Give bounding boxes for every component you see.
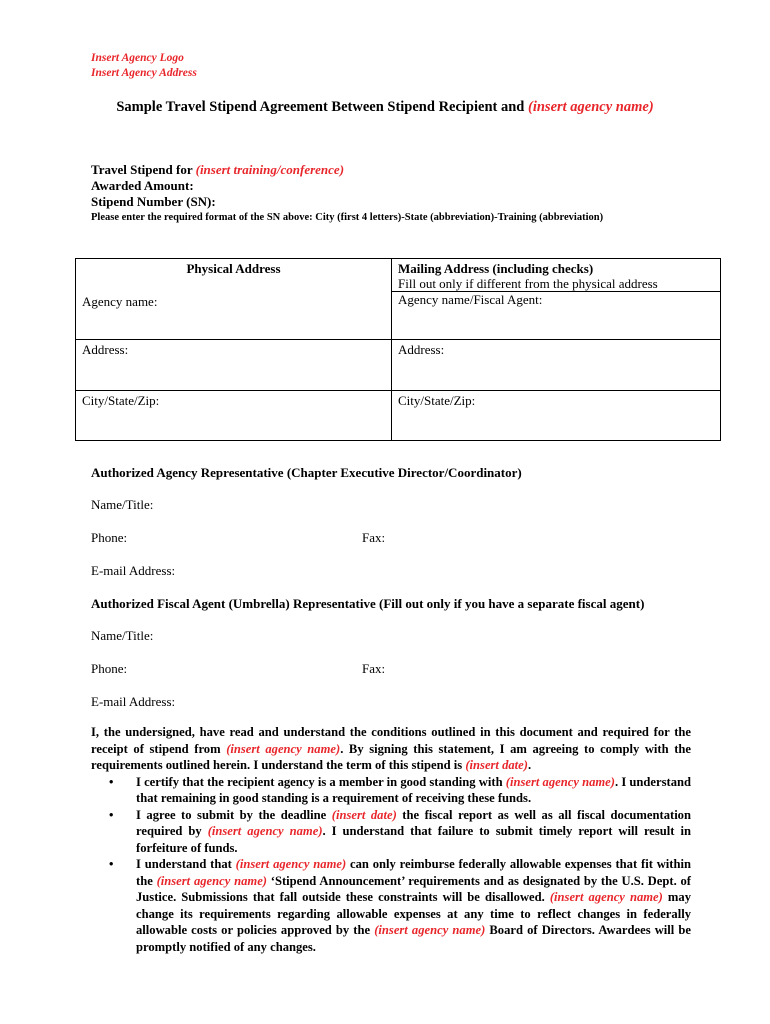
mailing-address-field[interactable]: Address: <box>392 339 721 390</box>
bullet-icon: • <box>109 774 114 789</box>
condition-2-text-b: the fiscal report as well as all fiscal documentation required by <box>136 807 691 838</box>
agency-rep-fax[interactable]: Fax: <box>362 530 386 545</box>
title-text: Sample Travel Stipend Agreement Between Stipend Recipient and <box>116 99 528 115</box>
agency-name-placeholder: (insert agency name) <box>156 873 267 888</box>
agreement-section <box>91 724 691 955</box>
travel-stipend-line <box>91 162 603 178</box>
agreement-text-2: . By signing this statement, I am agreeing to comply with the requirements outlined herein. I understand the term of this stipend is <box>91 741 691 772</box>
document-title <box>0 99 770 116</box>
condition-2-text-a: I agree to submit by the deadline <box>136 807 332 822</box>
agency-logo-placeholder: Insert Agency Logo <box>91 52 184 64</box>
physical-address-header: Physical Address <box>76 259 392 292</box>
mailing-city-state-zip-field[interactable]: City/State/Zip: <box>392 390 721 440</box>
agency-rep-heading: Authorized Agency Representative (Chapter Executive Director/Coordinator) <box>91 465 522 480</box>
condition-3-text-b: can only reimburse federally allowable expenses that fit within the <box>136 857 692 888</box>
mailing-address-subtitle: Fill out only if different from the physical address <box>398 276 658 291</box>
fiscal-rep-name-title[interactable]: Name/Title: <box>91 628 154 643</box>
agency-name-placeholder: (insert agency name) <box>505 774 615 789</box>
agency-rep-name-title[interactable]: Name/Title: <box>91 497 154 512</box>
physical-city-state-zip-field[interactable]: City/State/Zip: <box>76 390 392 440</box>
sn-format-note: Please enter the required format of the SN above: City (first 4 letters)-State (abbreviation)-Training (abbreviation) <box>91 212 604 223</box>
condition-3-text-e: Board of Directors. Awardees will be promptly notified of any changes. <box>136 923 691 954</box>
agency-name-placeholder: (insert agency name) <box>549 890 663 904</box>
address-row <box>76 339 721 390</box>
title-placeholder: (insert agency name) <box>528 99 654 115</box>
agency-name-field[interactable]: Agency name: <box>76 292 392 340</box>
physical-address-field[interactable]: Address: <box>76 339 392 390</box>
agency-name-placeholder: (insert agency name) <box>226 741 341 756</box>
condition-allowable-expenses <box>109 856 692 955</box>
condition-3-text-a: I understand that <box>136 857 236 871</box>
bullet-icon: • <box>109 857 114 871</box>
agreement-text-1: I, the undersigned, have read and understand the conditions outlined in this document and required for the receipt of stipend from <box>91 725 691 756</box>
address-table <box>75 258 721 441</box>
condition-1-text-b: . I understand that remaining in good standing is a requirement of receiving these funds. <box>136 774 691 805</box>
awarded-amount-label: Awarded Amount: <box>91 178 194 193</box>
term-date-placeholder: (insert date) <box>465 758 528 772</box>
mailing-address-title: Mailing Address (including checks) <box>398 261 594 276</box>
agency-rep-email[interactable]: E-mail Address: <box>91 563 176 578</box>
bullet-icon: • <box>109 807 114 822</box>
condition-1-text-a: I certify that the recipient agency is a member in good standing with <box>136 774 506 789</box>
agency-name-row <box>76 292 721 340</box>
agency-name-placeholder: (insert agency name) <box>207 824 323 838</box>
fiscal-rep-heading: Authorized Fiscal Agent (Umbrella) Representative (Fill out only if you have a separate fiscal agent) <box>91 596 645 611</box>
condition-2-text-c: . I understand that failure to submit timely report will result in forfeiture of funds. <box>136 824 691 855</box>
agreement-conditions-list <box>91 774 691 956</box>
city-state-zip-row <box>76 390 721 440</box>
agency-name-placeholder: (insert agency name) <box>374 923 486 937</box>
travel-stipend-label: Travel Stipend for <box>91 162 196 177</box>
condition-3-text-c: ‘Stipend Announcement’ requirements and as designated by the U.S. Dept. of Justice. Submissions that fall outside these constraints will be disallowed. <box>136 873 691 904</box>
agency-fiscal-field[interactable] <box>392 276 721 340</box>
agreement-paragraph <box>91 724 691 774</box>
fiscal-rep-phone[interactable]: Phone: <box>91 661 128 676</box>
condition-3-text-d: may change its requirements regarding allowable expenses at any time to reflect changes in federally allowable costs or policies approved by the <box>136 890 691 937</box>
agency-fiscal-label: Agency name/Fiscal Agent: <box>398 292 543 307</box>
agency-name-placeholder: (insert agency name) <box>235 857 347 871</box>
stipend-info <box>91 162 603 226</box>
fiscal-rep-email[interactable]: E-mail Address: <box>91 694 176 709</box>
deadline-date-placeholder: (insert date) <box>331 807 397 822</box>
agency-address-placeholder: Insert Agency Address <box>91 67 197 79</box>
agency-rep-phone[interactable]: Phone: <box>91 530 128 545</box>
agency-header <box>91 51 197 81</box>
training-placeholder: (insert training/conference) <box>195 162 345 177</box>
condition-good-standing <box>109 774 691 807</box>
agreement-text-3: . <box>527 758 532 772</box>
stipend-number-label: Stipend Number (SN): <box>91 194 216 209</box>
condition-fiscal-report <box>109 807 691 857</box>
fiscal-rep-fax[interactable]: Fax: <box>362 661 386 676</box>
